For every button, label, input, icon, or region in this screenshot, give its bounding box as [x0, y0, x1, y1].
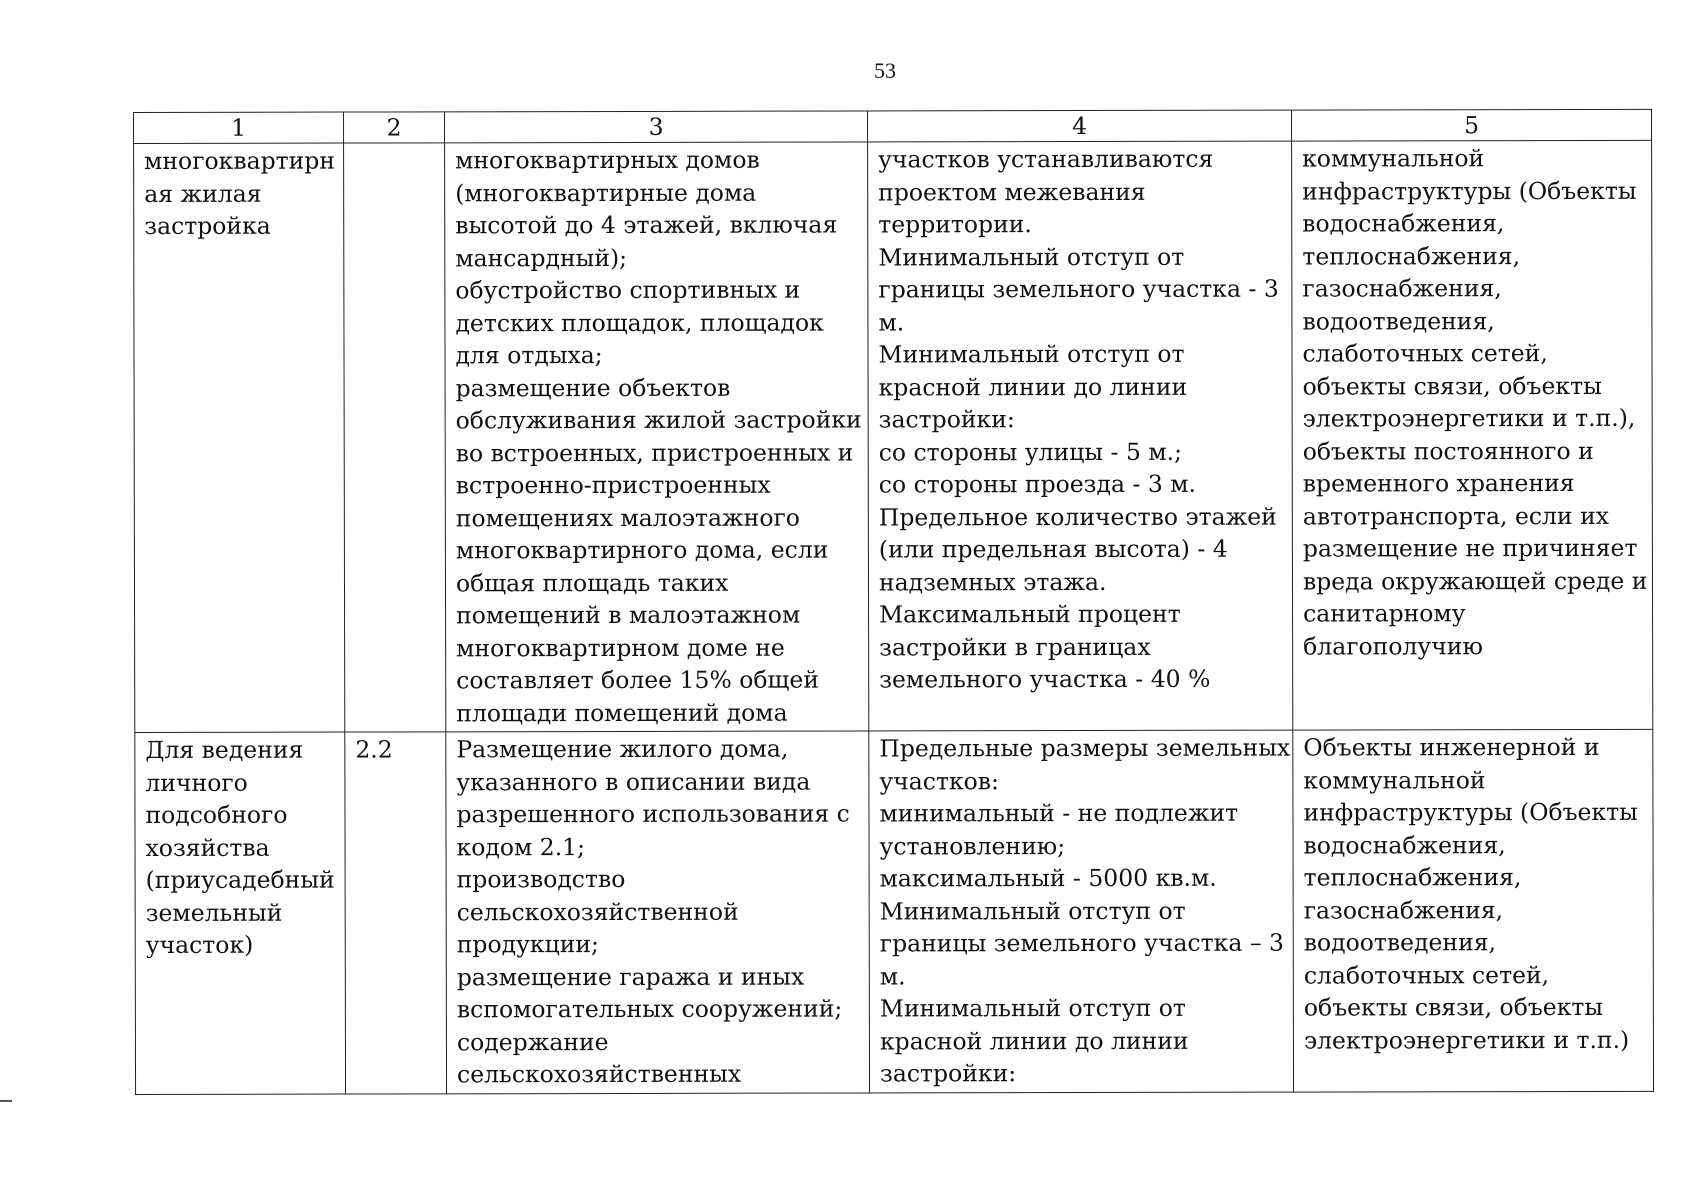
cell-text-line: застройки: — [879, 1059, 1017, 1088]
cell-text-line: Объекты инженерной и — [1303, 732, 1600, 762]
cell-text-line: максимальный - 5000 кв.м. — [879, 863, 1217, 893]
cell-text-line: многоквартирн — [144, 146, 336, 175]
table-cell-col4 — [868, 141, 1293, 731]
cell-text-line: Предельные размеры земельных — [879, 733, 1291, 763]
cell-text-line: площади помещений дома — [456, 698, 788, 727]
table-cell-col5 — [1293, 729, 1654, 1091]
cell-text-line: Максимальный процент — [879, 599, 1181, 629]
cell-text-line: вспомогательных сооружений; — [456, 994, 843, 1024]
table-cell-col5 — [1292, 140, 1653, 730]
header-row — [134, 109, 1652, 143]
cell-text-line: застройка — [144, 211, 271, 240]
cell-text-line: временного хранения — [1302, 468, 1575, 498]
cell-text-line: участков устанавливаются — [878, 144, 1214, 174]
cell-text-line: (приусадебный — [145, 865, 335, 894]
cell-text-line: продукции; — [456, 930, 599, 959]
cell-text-line: размещение гаража и иных — [456, 962, 805, 991]
cell-text-line: со стороны улицы - 5 м.; — [878, 437, 1183, 466]
cell-text-line: установлению; — [879, 831, 1066, 860]
cell-text-line: земельный — [145, 898, 283, 927]
cell-text-line: многоквартирного дома, если — [455, 535, 829, 565]
cell-text-line: автотранспорта, если их — [1302, 501, 1610, 531]
table-row — [134, 140, 1653, 732]
cell-text-line: содержание — [456, 1027, 609, 1056]
cell-text-line: Минимальный отступ от — [878, 242, 1185, 271]
cell-text-line: газоснабжения, — [1302, 274, 1502, 303]
cell-text-line: во встроенных, пристроенных и — [455, 437, 854, 467]
table-cell-col1 — [135, 732, 346, 1094]
cell-text-line: сельскохозяйственной — [456, 897, 739, 926]
cell-text-line: объекты связи, объекты — [1303, 992, 1604, 1022]
table-cell-col1 — [134, 143, 345, 732]
cell-text-line: составляет более 15% общей — [456, 665, 820, 695]
cell-text-line: объекты постоянного и — [1302, 436, 1594, 466]
cell-text-line: размещение не причиняет — [1302, 533, 1638, 563]
cell-text-line: теплоснабжения, — [1303, 863, 1522, 892]
table-row — [135, 729, 1654, 1094]
cell-text-line: производство — [456, 864, 626, 894]
table-cell-col3 — [445, 142, 869, 732]
margin-tick-mark — [0, 1100, 12, 1102]
cell-text-line: слаботочных сетей, — [1302, 339, 1548, 368]
cell-text-line: Минимальный отступ от — [878, 339, 1185, 369]
cell-text-line: земельного участка - 40 % — [879, 664, 1211, 694]
cell-text-line: застройки в границах — [879, 632, 1151, 661]
cell-text-line: обустройство спортивных и — [455, 275, 801, 305]
cell-text-line: инфраструктуры (Объекты — [1302, 176, 1637, 206]
table-cell-col2 — [345, 732, 447, 1094]
zoning-table — [133, 109, 1654, 1095]
cell-text-line: границы земельного участка - 3 — [878, 274, 1279, 304]
cell-text-line: красной линии до линии — [878, 372, 1188, 401]
cell-text-line: благополучию — [1303, 631, 1483, 661]
cell-text-line: Минимальный отступ от — [879, 993, 1186, 1023]
cell-text-line: коммунальной — [1302, 144, 1485, 173]
cell-text-line: Для ведения — [145, 735, 304, 764]
header-cell-4: 4 — [867, 110, 1291, 142]
cell-text-line: застройки: — [878, 405, 1015, 434]
header-cell-5: 5 — [1291, 109, 1651, 141]
cell-text-line: мансардный); — [455, 243, 628, 272]
cell-text-line: детских площадок, площадок — [455, 308, 824, 337]
cell-text-line: обслуживания жилой застройки — [455, 405, 862, 435]
cell-text-line: электроэнергетики и т.п.) — [1303, 1025, 1630, 1055]
cell-text-line: (или предельная высота) - 4 — [878, 534, 1228, 564]
cell-text-line: 2.2 — [355, 735, 393, 764]
cell-text-line: электроэнергетики и т.п.), — [1302, 403, 1636, 433]
cell-text-line: встроенно-пристроенных — [455, 470, 771, 500]
cell-text-line: участок) — [145, 930, 254, 959]
cell-text-line: со стороны проезда - 3 м. — [878, 469, 1197, 499]
cell-text-line: разрешенного использования с — [456, 799, 850, 829]
cell-text-line: Размещение жилого дома, — [456, 734, 789, 764]
cell-text-line: надземных этажа. — [878, 567, 1107, 596]
header-cell-3: 3 — [445, 111, 868, 143]
cell-text-line: Минимальный отступ от — [879, 896, 1186, 925]
cell-text-line: размещение объектов — [455, 373, 731, 402]
cell-text-line: санитарному — [1303, 599, 1466, 628]
cell-text-line: высотой до 4 этажей, включая — [455, 210, 838, 240]
table-cell-col4 — [869, 730, 1294, 1092]
cell-text-line: участков: — [879, 766, 999, 795]
cell-text-line: многоквартирном доме не — [456, 633, 785, 662]
table-cell-col3 — [446, 731, 870, 1093]
cell-text-line: теплоснабжения, — [1302, 241, 1521, 271]
cell-text-line: общая площадь таких — [455, 568, 729, 597]
header-cell-1: 1 — [134, 112, 344, 143]
cell-text-line: слаботочных сетей, — [1303, 960, 1550, 990]
cell-text-line: инфраструктуры (Объекты — [1303, 797, 1638, 827]
cell-text-line: территории. — [878, 210, 1032, 239]
table-cell-col2 — [344, 143, 446, 732]
cell-text-line: коммунальной — [1303, 765, 1486, 795]
header-cell-2: 2 — [344, 112, 445, 143]
cell-text-line: помещениях малоэтажного — [455, 503, 800, 532]
cell-text-line: минимальный - не подлежит — [879, 798, 1239, 828]
cell-text-line: Предельное количество этажей — [878, 502, 1277, 531]
cell-text-line: газоснабжения, — [1303, 895, 1504, 925]
cell-text-line: водоснабжения, — [1302, 209, 1505, 238]
cell-text-line: подсобного — [145, 800, 288, 829]
cell-text-line: вреда окружающей среде и — [1302, 566, 1648, 596]
cell-text-line: м. — [878, 307, 905, 336]
page-number: 53 — [874, 58, 896, 83]
cell-text-line: личного — [145, 768, 248, 797]
cell-text-line: для отдыха; — [455, 341, 603, 370]
cell-text-line: водоотведения, — [1302, 306, 1495, 336]
cell-text-line: помещений в малоэтажном — [456, 600, 801, 630]
cell-text-line: указанного в описании вида — [456, 767, 811, 796]
cell-text-line: ая жилая — [144, 179, 262, 208]
cell-text-line: сельскохозяйственных — [456, 1059, 742, 1089]
cell-text-line: водоснабжения, — [1303, 830, 1506, 860]
cell-text-line: м. — [879, 961, 906, 990]
cell-text-line: проектом межевания — [878, 177, 1146, 206]
cell-text-line: водоотведения, — [1303, 928, 1497, 957]
cell-text-line: красной линии до линии — [879, 1026, 1189, 1055]
cell-text-line: (многоквартирные дома — [455, 178, 757, 207]
cell-text-line: кодом 2.1; — [456, 832, 586, 861]
cell-text-line: хозяйства — [145, 833, 270, 862]
cell-text-line: границы земельного участка – 3 — [879, 928, 1285, 958]
cell-text-line: многоквартирных домов — [455, 145, 760, 175]
cell-text-line: объекты связи, объекты — [1302, 371, 1602, 401]
